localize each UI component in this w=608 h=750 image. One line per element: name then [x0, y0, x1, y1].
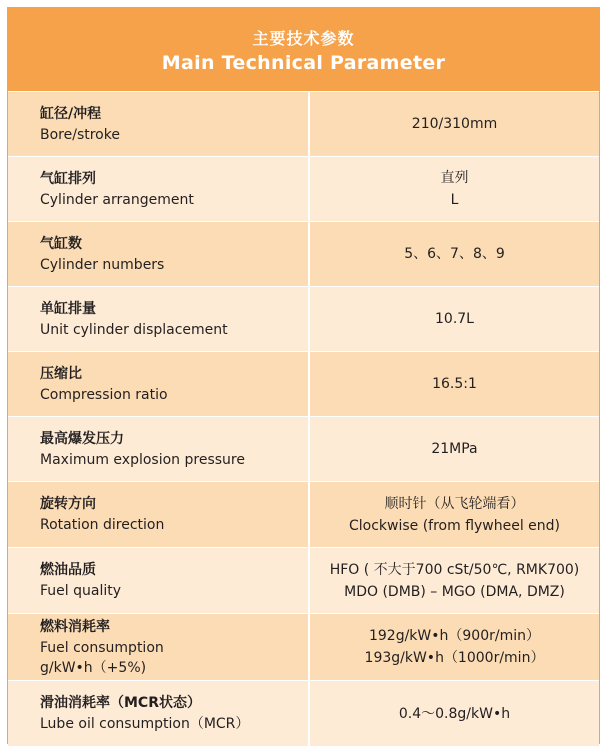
value-line: 0.4～0.8g/kW•h: [398, 705, 511, 722]
parameter-value: [310, 157, 599, 221]
label-english: Cylinder arrangement: [40, 191, 194, 208]
value-line: 192g/kW•h（900r/min）: [368, 628, 540, 644]
label-chinese: 旋转方向: [40, 496, 96, 512]
label-chinese: 最高爆发压力: [40, 430, 124, 447]
table-row: [8, 156, 599, 221]
value-line: L: [450, 192, 459, 208]
parameter-label: [8, 287, 310, 351]
parameter-label: [8, 482, 310, 547]
value-line: 顺时针（从飞轮端看）: [384, 495, 525, 512]
table-row: [8, 351, 599, 416]
parameter-label: [8, 614, 310, 680]
parameter-rows: [8, 91, 599, 746]
label-chinese: 燃料消耗率: [40, 618, 110, 635]
table-row: [8, 680, 599, 746]
value-line: 193g/kW•h（1000r/min）: [364, 650, 545, 666]
label-english: Fuel quality: [40, 583, 122, 599]
parameter-value: [310, 417, 599, 481]
label-english: Maximum explosion pressure: [40, 451, 245, 468]
parameter-value: [310, 92, 599, 156]
parameter-label: [8, 92, 310, 156]
parameter-value: [310, 222, 599, 286]
parameter-value: [310, 287, 599, 351]
label-chinese: 压缩比: [40, 365, 82, 382]
label-chinese: 滑油消耗率（MCR状态）: [40, 695, 201, 711]
table-header: [8, 8, 599, 91]
parameter-label: [8, 417, 310, 481]
title-english: Main Technical Parameter: [161, 52, 446, 74]
value-line: 16.5:1: [432, 376, 477, 392]
technical-parameter-table: [7, 7, 600, 744]
label-english: Compression ratio: [40, 386, 168, 403]
label-english: Cylinder numbers: [40, 256, 165, 273]
table-row: [8, 613, 599, 680]
value-line: 10.7L: [435, 311, 474, 327]
title-chinese: 主要技术参数: [252, 29, 355, 48]
parameter-label: [8, 681, 310, 746]
parameter-value: [310, 548, 599, 613]
value-line: MDO (DMB) – MGO (DMA, DMZ): [344, 583, 565, 600]
value-line: 21MPa: [431, 441, 478, 457]
parameter-value: [310, 614, 599, 680]
value-line: 直列: [440, 170, 469, 186]
label-english: Lube oil consumption（MCR）: [40, 716, 250, 732]
parameter-label: [8, 222, 310, 286]
table-row: [8, 221, 599, 286]
label-english: Bore/stroke: [40, 126, 120, 143]
parameter-label: [8, 352, 310, 416]
table-row: [8, 547, 599, 613]
parameter-label: [8, 548, 310, 613]
table-row: [8, 416, 599, 481]
label-english: g/kW•h（+5%): [40, 659, 147, 676]
label-english: Unit cylinder displacement: [40, 321, 228, 338]
parameter-label: [8, 157, 310, 221]
parameter-value: [310, 352, 599, 416]
parameter-value: [310, 681, 599, 746]
label-chinese: 燃油品质: [40, 562, 96, 578]
label-chinese: 气缸排列: [40, 170, 96, 187]
value-line: HFO ( 不大于700 cSt/50℃, RMK700): [329, 561, 580, 578]
label-english: Fuel consumption: [40, 639, 164, 656]
parameter-value: [310, 482, 599, 547]
table-row: [8, 481, 599, 547]
value-line: 5、6、7、8、9: [404, 246, 505, 262]
label-english: Rotation direction: [40, 517, 165, 533]
label-chinese: 气缸数: [40, 235, 82, 252]
label-chinese: 单缸排量: [40, 300, 96, 317]
label-chinese: 缸径/冲程: [40, 105, 102, 122]
value-line: Clockwise (from flywheel end): [348, 517, 561, 534]
value-line: 210/310mm: [411, 116, 498, 132]
table-row: [8, 91, 599, 156]
table-row: [8, 286, 599, 351]
